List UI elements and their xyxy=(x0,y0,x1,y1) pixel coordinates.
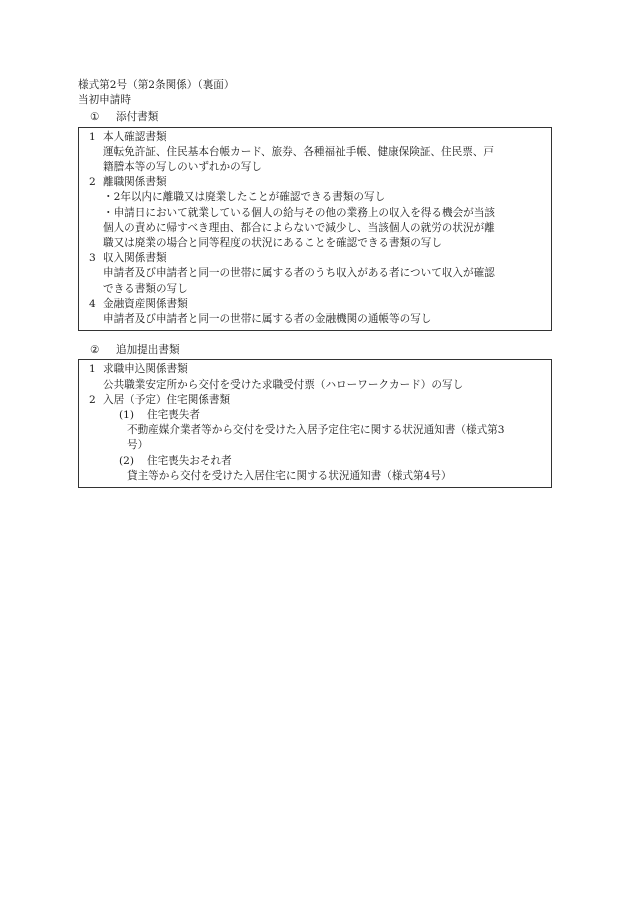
bullet-text: ・2年以内に離職又は廃業したことが確認できる書類の写し xyxy=(103,191,386,204)
item-title: 求職申込関係書類 xyxy=(103,363,188,376)
item-text: できる書類の写し xyxy=(103,282,188,295)
list-item: 4 金融資産関係書類 xyxy=(89,297,188,310)
sub-item-title: 住宅喪失者 xyxy=(147,409,200,422)
list-item: 1 求職申込関係書類 xyxy=(89,363,188,376)
section-2-title: 追加提出書類 xyxy=(116,344,180,357)
bullet-text: 職又は廃業の場合と同等程度の状況にあることを確認できる書類の写し xyxy=(103,237,442,250)
item-title: 本人確認書類 xyxy=(103,130,167,143)
section-1-title: 添付書類 xyxy=(116,111,159,124)
list-item: 2 入居（予定）住宅関係書類 xyxy=(89,393,231,406)
item-title: 入居（予定）住宅関係書類 xyxy=(103,393,231,406)
item-text: 不動産媒介業者等から交付を受けた入居予定住宅に関する状況通知書（様式第3 xyxy=(127,424,505,437)
section-1-number: ① xyxy=(90,111,100,124)
section-2-heading xyxy=(78,343,552,358)
sub-item: (1) 住宅喪失者 xyxy=(119,409,200,422)
item-title: 金融資産関係書類 xyxy=(103,297,188,310)
item-text: 申請者及び申請者と同一の世帯に属する者のうち収入がある者について収入が確認 xyxy=(103,267,495,280)
section-2-number: ② xyxy=(90,344,100,357)
item-text: 籍謄本等の写しのいずれかの写し xyxy=(103,161,262,174)
form-number: 様式第2号（第2条関係）（裏面） xyxy=(78,79,235,91)
list-item: 3 収入関係書類 xyxy=(89,252,167,265)
list-item: 2 離職関係書類 xyxy=(89,176,167,189)
section-2-box xyxy=(78,359,552,488)
item-text: 貸主等から交付を受けた入居住宅に関する状況通知書（様式第4号） xyxy=(127,469,452,482)
page-subtitle: 当初申請時 xyxy=(78,94,131,107)
document-page xyxy=(78,78,552,488)
item-text: 公共職業安定所から交付を受けた求職受付票（ハローワークカード）の写し xyxy=(103,378,464,391)
item-title: 収入関係書類 xyxy=(103,252,167,265)
item-title: 離職関係書類 xyxy=(103,176,167,189)
list-item: 1 本人確認書類 xyxy=(89,130,167,143)
sub-item: (2) 住宅喪失おそれ者 xyxy=(119,454,232,467)
section-1-heading xyxy=(78,110,552,125)
bullet-text: ・申請日において就業している個人の給与その他の業務上の収入を得る機会が当該 xyxy=(103,206,495,219)
item-text: 号） xyxy=(127,439,149,452)
bullet-text: 個人の責めに帰すべき理由、都合によらないで減少し、当該個人の就労の状況が離 xyxy=(103,221,495,234)
item-text: 運転免許証、住民基本台帳カード、旅券、各種福祉手帳、健康保険証、住民票、戸 xyxy=(103,145,495,158)
section-1-box xyxy=(78,127,552,332)
item-text: 申請者及び申請者と同一の世帯に属する者の金融機関の通帳等の写し xyxy=(103,313,432,326)
sub-item-title: 住宅喪失おそれ者 xyxy=(147,454,232,467)
